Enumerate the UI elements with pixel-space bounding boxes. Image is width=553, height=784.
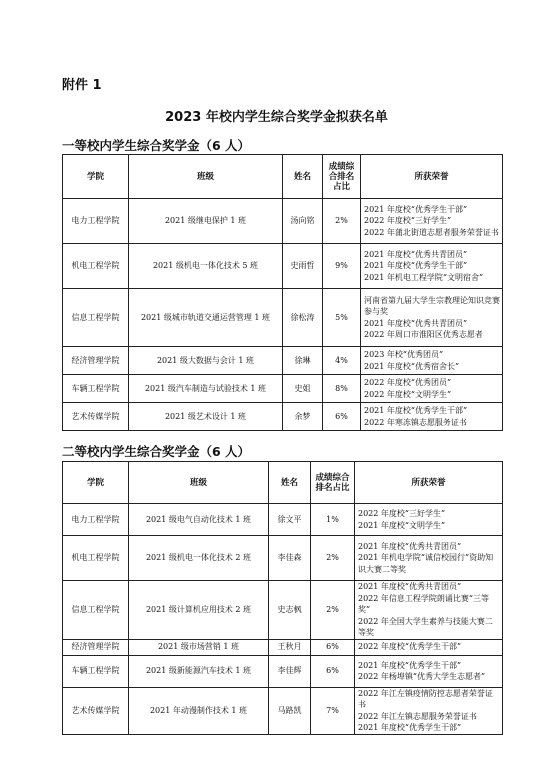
cell-honors [355, 655, 503, 687]
honor-item: 2022 年江左镇疫情防控志愿者荣誉证书 [358, 688, 493, 709]
cell-honors [361, 244, 503, 289]
honor-item: 2022 年全国大学生素养与技能大赛二等奖 [358, 616, 493, 637]
cell-honors [361, 375, 503, 403]
honor-item: 2021 年度校“优秀学生干部” [364, 406, 468, 415]
table-row [63, 687, 503, 734]
cell-name: 马路凯 [269, 687, 311, 734]
honor-item: 2022 年度校“文明学生” [364, 389, 452, 399]
attachment-label: 附件 1 [62, 78, 102, 93]
header-name: 姓名 [269, 462, 311, 504]
table-header-row [63, 462, 503, 504]
header-rank: 成绩综合排名占比 [323, 155, 361, 199]
cell-college: 机电工程学院 [63, 244, 129, 289]
honor-item: 2022 年信息工程学院朗诵比赛“三等奖” [358, 593, 489, 614]
cell-rank: 6% [323, 403, 361, 431]
honor-item: 2022 年蒲北街道志愿者服务荣誉证书 [364, 227, 499, 237]
cell-class: 2021 级新能源汽车技术 1 班 [129, 655, 269, 687]
cell-class: 2021 级大数据与会计 1 班 [129, 347, 283, 375]
cell-rank: 5% [323, 289, 361, 347]
honor-item: 2021 年机电工程学院“文明宿舍” [364, 272, 484, 282]
table-row [63, 403, 503, 431]
cell-college: 经济管理学院 [63, 347, 129, 375]
cell-honors [355, 581, 503, 640]
honor-item: 河南省第九届大学生宗教理论知识竞赛参与奖 [364, 295, 500, 316]
cell-class: 2021 年动漫制作技术 1 班 [129, 687, 269, 734]
cell-name: 徐松涛 [283, 289, 323, 347]
cell-college: 车辆工程学院 [63, 375, 129, 403]
cell-honors [361, 289, 503, 347]
cell-honors [361, 199, 503, 244]
honor-item: 2021 年度校“文明学生” [358, 520, 446, 530]
table-row [63, 581, 503, 640]
honor-item: 2022 年度校“三好学生” [364, 216, 452, 226]
cell-rank: 2% [311, 536, 355, 581]
cell-class: 2021 级电气自动化技术 1 班 [129, 504, 269, 536]
document-title: 2023 年校内学生综合奖学金拟获名单 [165, 110, 388, 125]
table-row [63, 347, 503, 375]
cell-rank: 6% [311, 655, 355, 687]
cell-rank: 4% [323, 347, 361, 375]
cell-rank: 9% [323, 244, 361, 289]
honor-item: 2021 年度校“优秀学生干部” [364, 261, 468, 271]
cell-honors [361, 403, 503, 431]
cell-college: 机电工程学院 [63, 536, 129, 581]
honor-item: 2021 年机电学院“诚信校园行”资助知识大赛二等奖 [358, 553, 494, 574]
cell-class: 2021 级继电保护 1 班 [129, 199, 283, 244]
cell-college: 信息工程学院 [63, 581, 129, 640]
cell-college: 经济管理学院 [63, 639, 129, 655]
cell-college: 信息工程学院 [63, 289, 129, 347]
cell-name: 李佳森 [269, 536, 311, 581]
table-row [63, 375, 503, 403]
cell-honors [355, 504, 503, 536]
cell-name: 王秋月 [269, 639, 311, 655]
cell-class: 2021 级艺术设计 1 班 [129, 403, 283, 431]
cell-college: 艺术传媒学院 [63, 687, 129, 734]
honor-item: 2022 年周口市淮阳区优秀志愿者 [364, 330, 483, 339]
cell-name: 徐琳 [283, 347, 323, 375]
table-row [63, 639, 503, 655]
header-honors: 所获荣誉 [355, 462, 503, 504]
cell-name: 徐文平 [269, 504, 311, 536]
honor-item: 2021 年度校“优秀学生干部” [358, 723, 462, 732]
cell-rank: 1% [311, 504, 355, 536]
cell-rank: 2% [323, 199, 361, 244]
header-college: 学院 [63, 155, 129, 199]
cell-name: 史姐 [283, 375, 323, 403]
honor-item: 2022 年度校“优秀团员” [364, 378, 452, 387]
cell-rank: 7% [311, 687, 355, 734]
honor-item: 2021 年度校“优秀学生干部” [358, 660, 462, 670]
header-rank: 成绩综合排名占比 [311, 462, 355, 504]
cell-name: 李佳辉 [269, 655, 311, 687]
cell-name: 史志枫 [269, 581, 311, 640]
table-row [63, 655, 503, 687]
honor-item: 2022 年寒冻镇志愿服务证书 [364, 417, 467, 427]
honor-item: 2021 年度校“优秀宿舍长” [364, 361, 460, 371]
cell-honors [355, 639, 503, 655]
honor-item: 2021 年度校“优秀共青团员” [358, 582, 462, 591]
header-name: 姓名 [283, 155, 323, 199]
cell-honors [355, 536, 503, 581]
honor-item: 2021 年度校“优秀共青团员” [358, 541, 462, 551]
table-row [63, 289, 503, 347]
cell-honors [361, 347, 503, 375]
cell-rank: 2% [311, 581, 355, 640]
cell-class: 2021 级机电一体化技术 2 班 [129, 536, 269, 581]
header-class: 班级 [129, 155, 283, 199]
honor-item: 2022 年江左镇志愿服务荣誉证书 [358, 711, 477, 721]
cell-class: 2021 级城市轨道交通运营管理 1 班 [129, 289, 283, 347]
section-title-first-prize: 一等校内学生综合奖学金（6 人） [62, 138, 251, 153]
header-class: 班级 [129, 462, 269, 504]
table-row [63, 504, 503, 536]
second-prize-table [62, 461, 503, 735]
honor-item: 2022 年杨埠镇“优秀大学生志愿者” [358, 672, 486, 681]
table-row [63, 536, 503, 581]
cell-class: 2021 级计算机应用技术 2 班 [129, 581, 269, 640]
cell-class: 2021 级机电一体化技术 5 班 [129, 244, 283, 289]
cell-class: 2021 级市场营销 1 班 [129, 639, 269, 655]
honor-item: 2021 年度校“优秀共青团员” [364, 249, 468, 259]
table-header-row [63, 155, 503, 199]
table-row [63, 244, 503, 289]
cell-honors [355, 687, 503, 734]
cell-name: 汤向铭 [283, 199, 323, 244]
table-row [63, 199, 503, 244]
cell-college: 电力工程学院 [63, 199, 129, 244]
cell-college: 车辆工程学院 [63, 655, 129, 687]
header-honors: 所获荣誉 [361, 155, 503, 199]
section-title-second-prize: 二等校内学生综合奖学金（6 人） [62, 444, 251, 459]
cell-class: 2021 级汽车制造与试验技术 1 班 [129, 375, 283, 403]
honor-item: 2021 年度校“优秀共青团员” [364, 318, 468, 328]
cell-name: 史雨哲 [283, 244, 323, 289]
cell-college: 艺术传媒学院 [63, 403, 129, 431]
cell-rank: 8% [323, 375, 361, 403]
honor-item: 2022 年度校“三好学生” [358, 509, 446, 518]
honor-item: 2021 年度校“优秀学生干部” [364, 204, 468, 214]
cell-rank: 6% [311, 639, 355, 655]
header-college: 学院 [63, 462, 129, 504]
first-prize-table [62, 154, 503, 431]
honor-item: 2022 年度校“优秀学生干部” [358, 642, 462, 652]
cell-college: 电力工程学院 [63, 504, 129, 536]
cell-name: 余梦 [283, 403, 323, 431]
honor-item: 2023 年校“优秀团员” [364, 350, 444, 359]
